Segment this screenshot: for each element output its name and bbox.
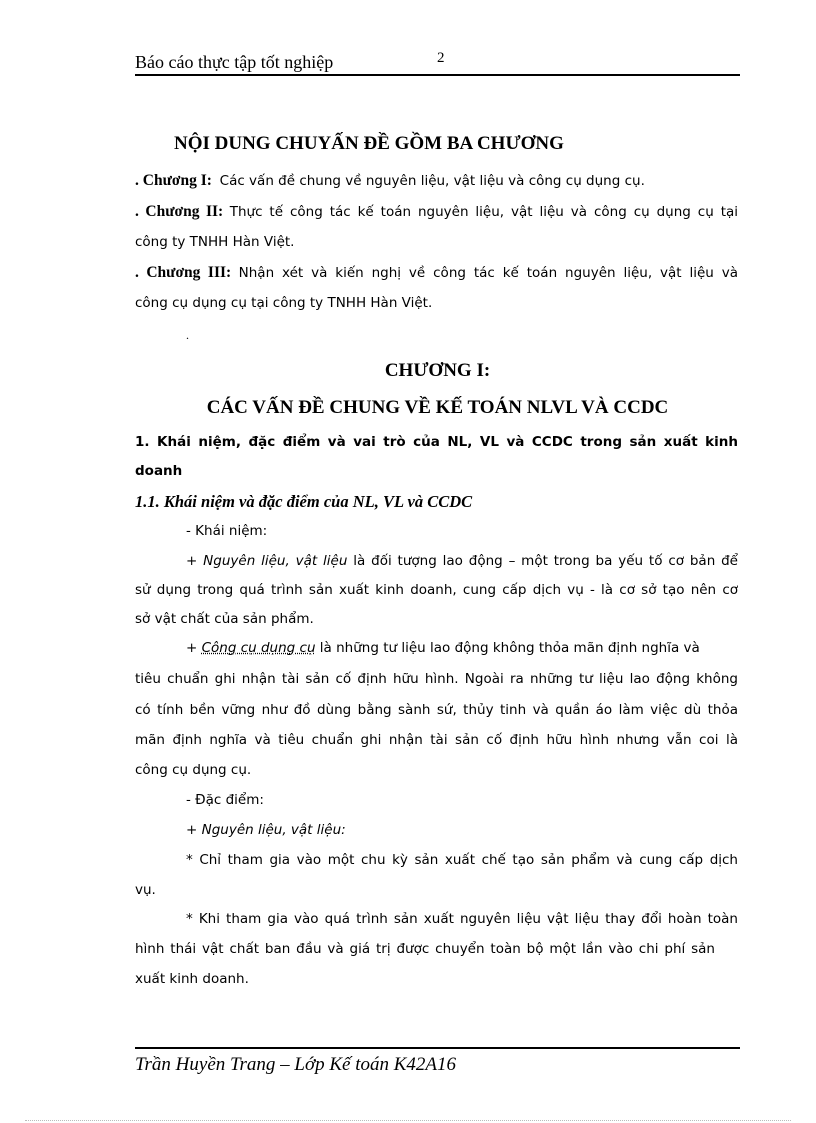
plus-marker: + (186, 553, 204, 569)
page-number: 2 (437, 50, 445, 66)
stray-dot: . (186, 328, 189, 342)
section-1-1-heading: 1.1. Khái niệm và đặc điểm của NL, VL và CCDC (135, 492, 473, 511)
body-line: vụ. (135, 882, 156, 898)
nlvl-definition-text: là đối tượng lao động – một trong ba yếu tố cơ bản để (347, 553, 738, 569)
dac-diem-nlvl: + Nguyên liệu, vật liệu: (186, 822, 346, 838)
chapter-item-label: . Chương II: (135, 203, 224, 220)
chapter-item-text: Nhận xét và kiến nghị về công tác kế toán nguyên liệu, vật liệu và (238, 265, 738, 281)
section-1-heading-cont: doanh (135, 463, 183, 479)
chapter-item-text: Thực tế công tác kế toán nguyên liệu, vật liệu và công cụ dụng cụ tại (229, 204, 739, 220)
nlvl-term: Nguyên liệu, vật liệu (203, 553, 348, 569)
khai-niem-label: - Khái niệm: (186, 523, 268, 539)
body-line: * Khi tham gia vào quá trình sản xuất nguyên liệu vật liệu thay đổi hoàn toàn (186, 911, 738, 927)
body-line: tiêu chuẩn ghi nhận tài sản cố định hữu hình. Ngoài ra những tư liệu lao động không (135, 671, 738, 687)
chapter-item-3-cont: công cụ dụng cụ tại công ty TNHH Hàn Việt. (135, 295, 433, 311)
page-header (135, 50, 740, 76)
body-line: sử dụng trong quá trình sản xuất kinh doanh, cung cấp dịch vụ - là cơ sở tạo nên cơ (135, 582, 738, 598)
body-line: xuất kinh doanh. (135, 971, 249, 987)
body-line: có tính bền vững như đồ dùng bằng sành sứ, thủy tinh và quần áo làm việc dù thỏa (135, 702, 738, 718)
nlvl-definition (186, 553, 738, 569)
intro-heading: NỘI DUNG CHUYẤN ĐỀ GỒM BA CHƯƠNG (174, 133, 564, 154)
chapter-item-text: Các vấn đề chung về nguyên liệu, vật liệu và công cụ dụng cụ. (219, 173, 645, 189)
section-1-heading: 1. Khái niệm, đặc điểm và vai trò của NL, VL và CCDC trong sản xuất kinh (135, 434, 738, 450)
chapter-item-label: . Chương I: (135, 172, 212, 189)
ccdc-term: Công cụ dụng cụ (201, 640, 316, 656)
footer-rule (135, 1047, 740, 1049)
ccdc-definition-text: là những tư liệu lao động không thỏa mãn định nghĩa và (315, 640, 700, 656)
chapter-title: CHƯƠNG I: (384, 360, 491, 381)
chapter-item-label: . Chương III: (135, 264, 232, 281)
page-bottom-dotted-line (25, 1120, 791, 1121)
body-line: mãn định nghĩa và tiêu chuẩn ghi nhận tài sản cố định hữu hình nhưng vẫn coi là (135, 732, 738, 748)
page-footer: Trần Huyền Trang – Lớp Kế toán K42A16 (135, 1054, 457, 1075)
body-line: hình thái vật chất ban đầu và giá trị được chuyển toàn bộ một lần vào chi phí sản (135, 941, 715, 957)
chapter-item-2-cont: công ty TNHH Hàn Việt. (135, 234, 295, 250)
body-line: sở vật chất của sản phẩm. (135, 611, 314, 627)
header-title: Báo cáo thực tập tốt nghiệp (135, 52, 334, 72)
chapter-subtitle: CÁC VẤN ĐỀ CHUNG VỀ KẾ TOÁN NLVL VÀ CCDC (206, 397, 669, 418)
body-line: công cụ dụng cụ. (135, 762, 252, 778)
ccdc-definition (186, 640, 700, 656)
dac-diem-label: - Đặc điểm: (186, 792, 264, 808)
chapter-item-1 (135, 172, 645, 190)
chapter-item-3 (135, 264, 738, 282)
plus-marker: + (186, 640, 202, 656)
chapter-item-2 (135, 203, 738, 221)
body-line: * Chỉ tham gia vào một chu kỳ sản xuất chế tạo sản phẩm và cung cấp dịch (186, 852, 738, 868)
